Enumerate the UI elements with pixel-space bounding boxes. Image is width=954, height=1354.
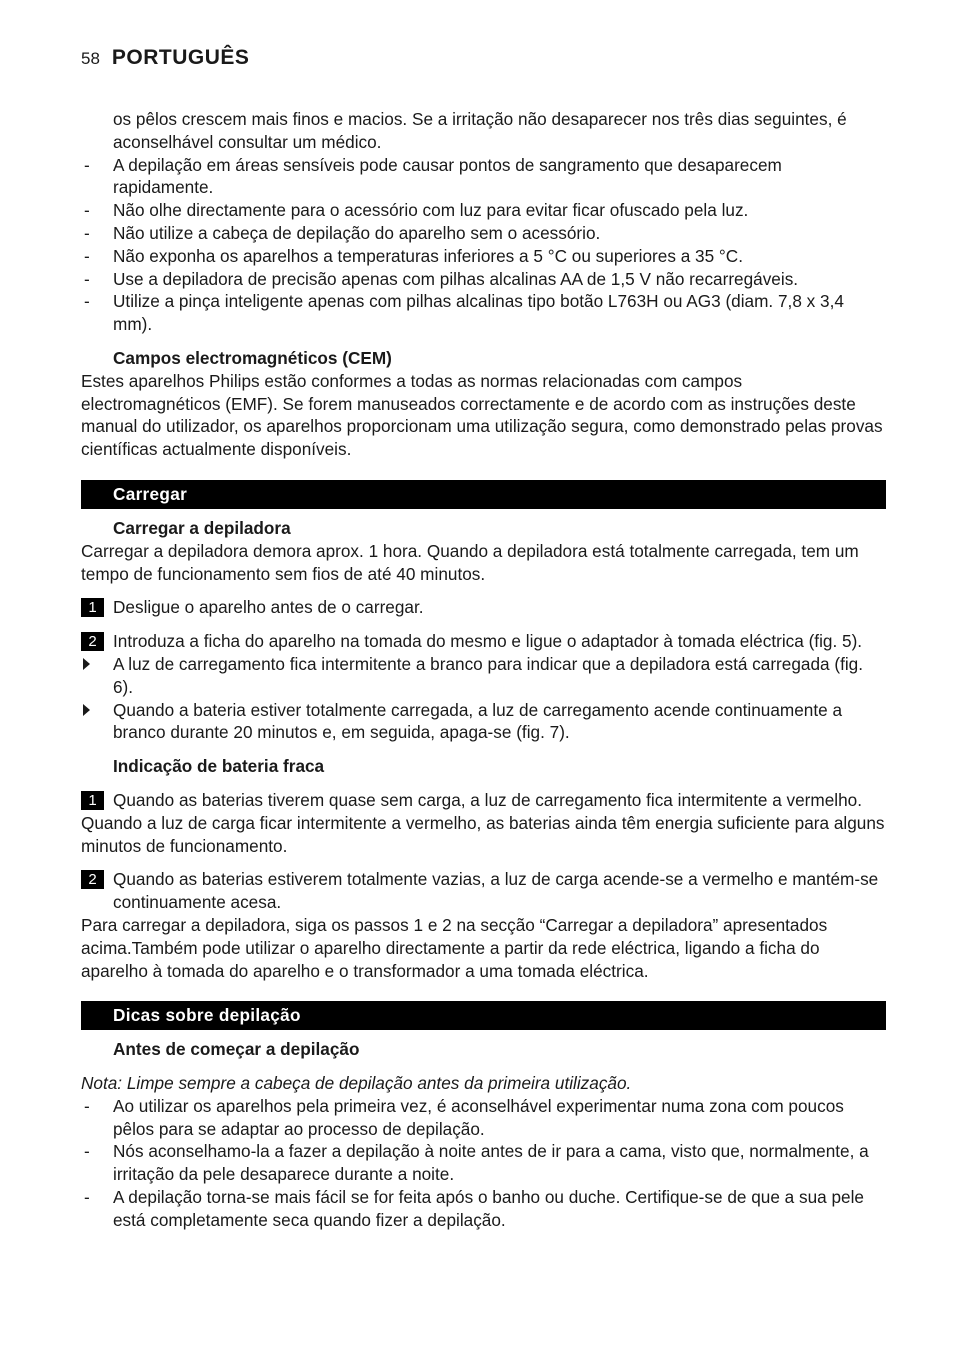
low-battery-subheading: Indicação de bateria fraca xyxy=(113,756,325,777)
tips-note: Nota: Limpe sempre a cabeça de depilação antes da primeira utilização. xyxy=(81,1073,632,1094)
step-number-badge: 2 xyxy=(81,632,104,651)
result-text: Quando a bateria estiver totalmente carregada, a luz de carregamento acende continuamente a branco durante 20 minutos e, em seguida, apaga-se (fig. 7). xyxy=(113,699,843,743)
dash-marker: - xyxy=(84,1187,90,1208)
dash-marker: - xyxy=(84,268,90,289)
dash-marker: - xyxy=(84,200,90,221)
dash-marker: - xyxy=(84,291,90,312)
list-item: - Use a depiladora de precisão apenas com pilhas alcalinas AA de 1,5 V não recarregáveis. xyxy=(84,268,799,289)
charging-step-1 xyxy=(81,596,886,619)
step-text: Quando as baterias tiverem quase sem carga, a luz de carregamento fica intermitente a vermelho. xyxy=(113,789,862,810)
step-number-badge: 1 xyxy=(81,598,104,617)
page-header xyxy=(81,46,249,70)
charging-step-2 xyxy=(81,630,886,653)
charging-intro: Carregar a depiladora demora aprox. 1 hora. Quando a depiladora está totalmente carregada, tem um tempo de funcionamento sem fios de até 40 minutos. xyxy=(81,540,859,584)
low-battery-text-2: Para carregar a depiladora, siga os passos 1 e 2 na secção “Carregar a depiladora” apresentados acima.Também pode utilizar o aparelho directamente a partir da rede eléctrica, ligando a ficha do aparelho à tomada do aparelho e o transformador a uma tomada eléctrica. xyxy=(81,914,828,981)
result-text: A luz de carregamento fica intermitente a branco para indicar que a depiladora está carregada (fig. 6). xyxy=(113,653,864,697)
low-battery-step-1 xyxy=(81,789,886,812)
step-text: Introduza a ficha do aparelho na tomada do mesmo e ligue o adaptador à tomada eléctrica (fig. 5). xyxy=(113,631,863,652)
language-title: PORTUGUÊS xyxy=(111,46,250,69)
list-item: - Não exponha os aparelhos a temperaturas inferiores a 5 °C ou superiores a 35 °C. xyxy=(84,245,743,266)
charging-result-1 xyxy=(81,653,886,699)
list-item: - A depilação torna-se mais fácil se for feita após o banho ou duche. Certifique-se de que a sua pele está completamente seca quando fizer a depilação. xyxy=(84,1187,864,1230)
tips-subheading: Antes de começar a depilação xyxy=(113,1039,360,1060)
tips-bullet-list xyxy=(81,1095,886,1232)
emf-body: Estes aparelhos Philips estão conformes a todas as normas relacionadas com campos electromagnéticos (EMF). Se forem manuseados correctamente e de acordo com as instruções deste manual do utilizador, os aparelhos proporcionam uma utilização segura, como demonstrado pelas provas científicas actualmente disponíveis. xyxy=(81,370,883,460)
charging-subheading: Carregar a depiladora xyxy=(113,517,291,538)
section-bar-charging: Carregar xyxy=(81,480,886,509)
step-text: Desligue o aparelho antes de o carregar. xyxy=(113,597,424,618)
page-content xyxy=(81,108,886,1232)
list-item: - Utilize a pinça inteligente apenas com pilhas alcalinas tipo botão L763H ou AG3 (diam. 7,8 x 3,4 mm). xyxy=(84,291,844,335)
low-battery-text-1: Quando a luz de carga ficar intermitente a vermelho, as baterias ainda têm energia suficiente para alguns minutos de funcionamento. xyxy=(81,812,885,856)
charging-result-2 xyxy=(81,699,886,745)
low-battery-step-2 xyxy=(81,868,886,914)
list-item: - Não utilize a cabeça de depilação do aparelho sem o acessório. xyxy=(84,222,601,243)
step-number-badge: 1 xyxy=(81,791,104,810)
list-item: - Ao utilizar os aparelhos pela primeira vez, é aconselhável experimentar numa zona com poucos pêlos para se adaptar ao processo de depilação. xyxy=(84,1095,844,1139)
list-item: - Nós aconselhamo-la a fazer a depilação à noite antes de ir para a cama, visto que, normalmente, a irritação da pele desaparece durante a noite. xyxy=(84,1141,869,1185)
emf-heading: Campos electromagnéticos (CEM) xyxy=(113,347,392,368)
dash-marker: - xyxy=(84,154,90,175)
page-number: 58 xyxy=(81,49,100,68)
section-bar-tips: Dicas sobre depilação xyxy=(81,1001,886,1030)
dash-marker: - xyxy=(84,1141,90,1162)
triangle-bullet-icon xyxy=(83,704,90,716)
dash-marker: - xyxy=(84,245,90,266)
dash-marker: - xyxy=(84,1095,90,1116)
list-item: - Não olhe directamente para o acessório com luz para evitar ficar ofuscado pela luz. xyxy=(84,200,749,221)
triangle-bullet-icon xyxy=(83,658,90,670)
step-text: Quando as baterias estiverem totalmente vazias, a luz de carga acende-se a vermelho e mantém-se continuamente acesa. xyxy=(113,869,879,913)
step-number-badge: 2 xyxy=(81,870,104,889)
intro-continuation: os pêlos crescem mais finos e macios. Se a irritação não desaparecer nos três dias seguintes, é aconselhável consultar um médico. xyxy=(113,109,847,152)
dash-marker: - xyxy=(84,222,90,243)
list-item: - A depilação em áreas sensíveis pode causar pontos de sangramento que desaparecem rapidamente. xyxy=(84,154,782,198)
safety-bullet-list xyxy=(81,154,886,336)
